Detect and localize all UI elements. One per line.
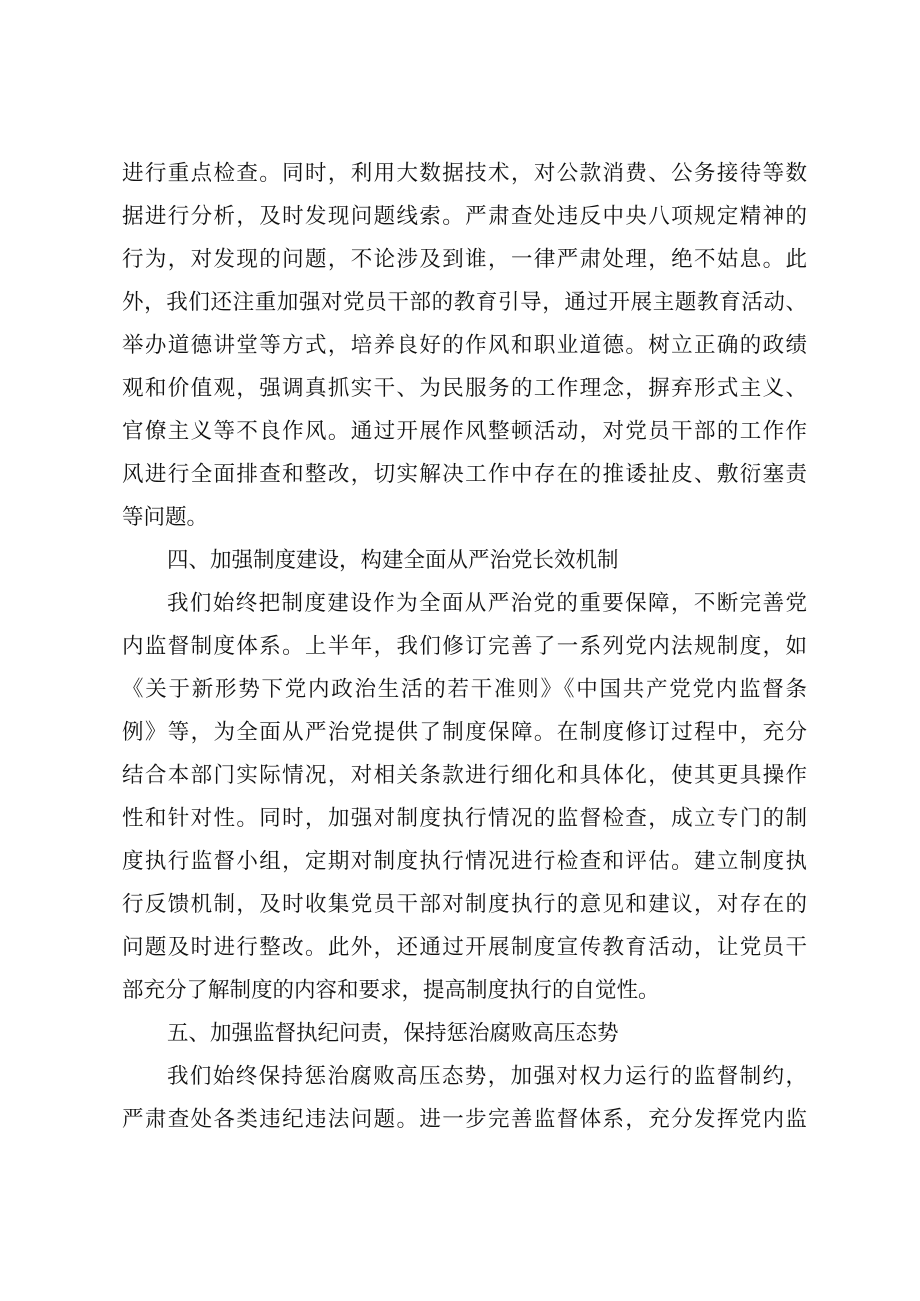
text-line: 举办道德讲堂等方式，培养良好的作风和职业道德。树立正确的政绩	[122, 333, 807, 358]
text-line: 行为，对发现的问题，不论涉及到谁，一律严肃处理，绝不姑息。此	[122, 247, 807, 272]
text-line: 行反馈机制，及时收集党员干部对制度执行的意见和建议，对存在的	[122, 892, 807, 917]
paragraph-last-line: 部充分了解制度的内容和要求，提高制度执行的自觉性。	[122, 978, 660, 1003]
text-line: 度执行监督小组，定期对制度执行情况进行检查和评估。建立制度执	[122, 849, 807, 874]
text-line: 性和针对性。同时，加强对制度执行情况的监督检查，成立专门的制	[122, 806, 807, 831]
paragraph-first-line: 我们始终保持惩治腐败高压态势，加强对权力运行的监督制约，	[167, 1064, 807, 1089]
section-heading: 四、加强制度建设，构建全面从严治党长效机制	[167, 548, 619, 573]
paragraph-last-line: 等问题。	[122, 505, 209, 530]
text-line: 问题及时进行整改。此外，还通过开展制度宣传教育活动，让党员干	[122, 935, 807, 960]
text-line: 风进行全面排查和整改，切实解决工作中存在的推诿扯皮、敷衍塞责	[122, 462, 807, 487]
text-line: 外，我们还注重加强对党员干部的教育引导，通过开展主题教育活动、	[122, 290, 807, 315]
text-line: 据进行分析，及时发现问题线索。严肃查处违反中央八项规定精神的	[122, 204, 807, 229]
text-line: 官僚主义等不良作风。通过开展作风整顿活动，对党员干部的工作作	[122, 419, 807, 444]
text-line: 严肃查处各类违纪违法问题。进一步完善监督体系，充分发挥党内监	[122, 1107, 807, 1132]
text-line: 结合本部门实际情况，对相关条款进行细化和具体化，使其更具操作	[122, 763, 807, 788]
document-body	[122, 152, 807, 1141]
text-line: 《关于新形势下党内政治生活的若干准则》《中国共产党党内监督条	[122, 677, 807, 702]
paragraph-first-line: 我们始终把制度建设作为全面从严治党的重要保障，不断完善党	[167, 591, 807, 616]
text-line: 观和价值观，强调真抓实干、为民服务的工作理念，摒弃形式主义、	[122, 376, 807, 401]
text-line: 内监督制度体系。上半年，我们修订完善了一系列党内法规制度，如	[122, 634, 807, 659]
text-line: 进行重点检查。同时，利用大数据技术，对公款消费、公务接待等数	[122, 161, 807, 186]
section-heading: 五、加强监督执纪问责，保持惩治腐败高压态势	[167, 1021, 619, 1046]
text-line: 例》等，为全面从严治党提供了制度保障。在制度修订过程中，充分	[122, 720, 807, 745]
